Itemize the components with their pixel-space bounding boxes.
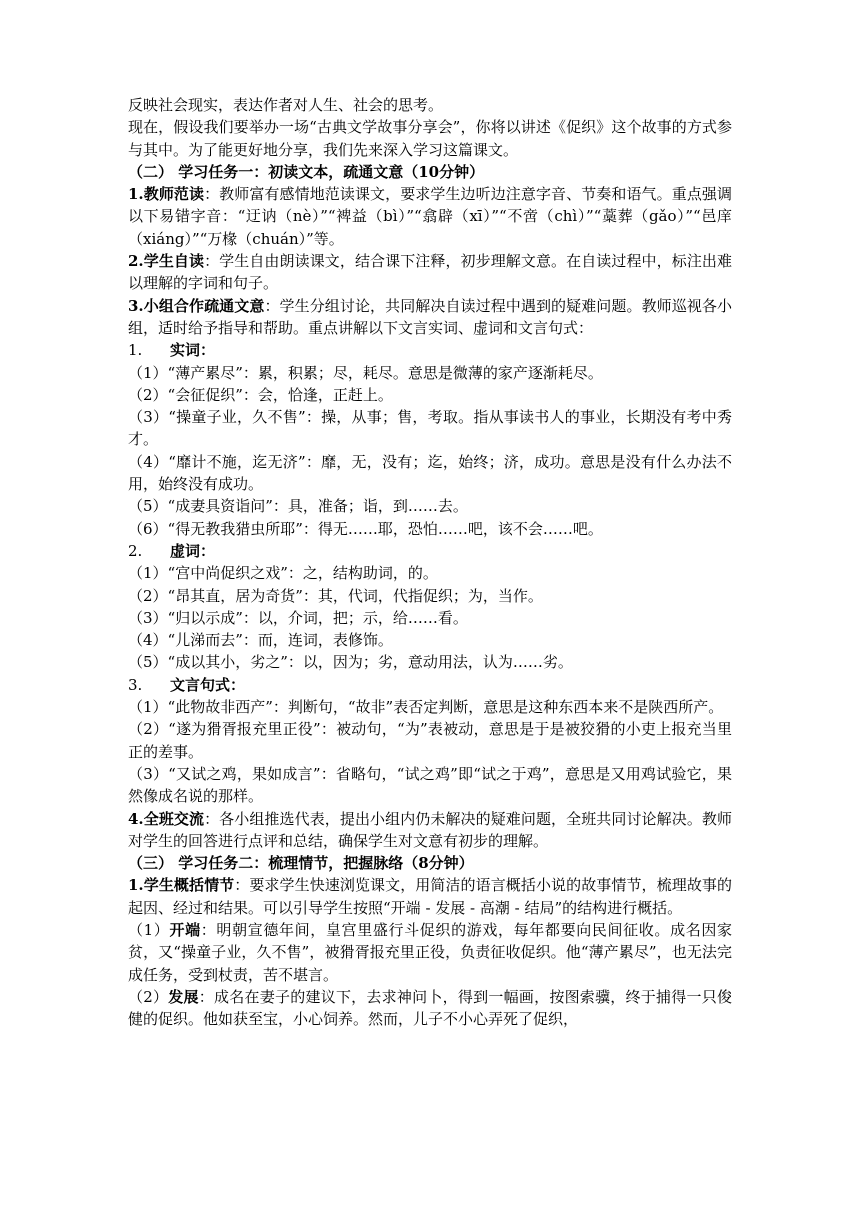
section-heading-task2: （三） 学习任务二：梳理情节，把握脉络（8分钟） bbox=[128, 854, 474, 873]
list-item: （3）“操童子业，久不售”：操，从事；售，考取。指从事读书人的事业，长期没有考中秀才。 bbox=[128, 408, 732, 449]
paragraph-label: 2.学生自读 bbox=[128, 252, 205, 271]
subheading-xuci bbox=[128, 540, 732, 562]
subheading-label: 虚词： bbox=[170, 541, 216, 560]
list-item: （3）“归以示成”：以，介词，把；示，给……看。 bbox=[128, 608, 468, 627]
list-item: （2）“昂其直，居为奇货”：其，代词，代指促织；为，当作。 bbox=[128, 586, 543, 605]
paragraph-text: ：各小组推选代表，提出小组内仍未解决的疑难问题，全班共同讨论解决。教师对学生的回答进行点评和总结，确保学生对文意有初步的理解。 bbox=[128, 809, 732, 850]
paragraph-class-discussion bbox=[128, 808, 732, 853]
list-item: （1）“薄产累尽”：累，积累；尽，耗尽。意思是微薄的家产逐渐耗尽。 bbox=[128, 363, 603, 382]
list-item: （4）“靡计不施，迄无济”：靡，无，没有；迄，始终；济，成功。意思是没有什么办法不用，始终没有成功。 bbox=[128, 452, 732, 494]
document-body bbox=[128, 94, 732, 1030]
paragraph-student-reading bbox=[128, 250, 732, 295]
section-heading-task1: （二） 学习任务一：初读文本，疏通文意（10分钟） bbox=[128, 162, 485, 181]
paragraph-label: 1.学生概括情节 bbox=[128, 876, 235, 895]
subheading-label: 文言句式： bbox=[170, 675, 246, 694]
list-number: 3. bbox=[128, 675, 143, 694]
list-item: （3）“又试之鸡，果如成言”：省略句，“试之鸡”即“试之于鸡”，意思是又用鸡试验它，果然像成名说的那样。 bbox=[128, 764, 732, 806]
list-number: 2. bbox=[128, 541, 143, 560]
paragraph-group-work bbox=[128, 295, 732, 340]
paragraph-teacher-reading bbox=[128, 183, 732, 250]
paragraph-development bbox=[128, 986, 732, 1031]
subheading-label: 实词： bbox=[170, 341, 216, 360]
paragraph-label: 1.教师范读 bbox=[128, 185, 205, 204]
list-item: （1）“宫中尚促织之戏”：之，结构助词，的。 bbox=[128, 564, 438, 583]
item-label: 发展 bbox=[168, 987, 199, 1006]
list-item: （2）“遂为猾胥报充里正役”：被动句，“为”表被动，意思是于是被狡猾的小吏上报充当里正的差事。 bbox=[128, 720, 732, 761]
item-prefix: （1） bbox=[128, 920, 170, 939]
list-item: （6）“得无教我猎虫所耶”：得无……耶，恐怕……吧，该不会……吧。 bbox=[128, 519, 603, 538]
paragraph-text: ：学生分组讨论，共同解决自读过程中遇到的疑难问题。教师巡视各小组，适时给予指导和帮助。重点讲解以下文言实词、虚词和文言句式： bbox=[128, 296, 732, 337]
list-item: （4）“儿涕而去”：而，连词，表修饰。 bbox=[128, 631, 393, 650]
subheading-juhshi bbox=[128, 674, 732, 696]
paragraph-label: 3.小组合作疏通文意 bbox=[128, 296, 265, 315]
paragraph-text: ：成名在妻子的建议下，去求神问卜，得到一幅画，按图索骥，终于捕得一只俊健的促织。他如获至宝，小心饲养。然而，儿子不小心弄死了促织， bbox=[128, 987, 732, 1029]
subheading-shici bbox=[128, 339, 732, 361]
paragraph-plot-summary bbox=[128, 874, 732, 919]
paragraph-text: ：教师富有感情地范读课文，要求学生边听边注意字音、节奏和语气。重点强调以下易错字音：“迂讷（nè）”“裨益（bì）”“翕辟（xī）”“不啻（chì）”“藁葬（gǎo）”“邑庠（xiáng）”“万椽（chuán）”等。 bbox=[128, 185, 732, 248]
paragraph: 现在，假设我们要举办一场“古典文学故事分享会”，你将以讲述《促织》这个故事的方式参与其中。为了能更好地分享，我们先来深入学习这篇课文。 bbox=[128, 118, 732, 159]
paragraph: 反映社会现实，表达作者对人生、社会的思考。 bbox=[128, 96, 444, 114]
paragraph-text: ：学生自由朗读课文，结合课下注释，初步理解文意。在自读过程中，标注出难以理解的字词和句子。 bbox=[128, 252, 732, 293]
paragraph-exposition bbox=[128, 919, 732, 986]
item-prefix: （2） bbox=[128, 987, 169, 1006]
list-item: （5）“成妻具资诣问”：具，准备；诣，到……去。 bbox=[128, 497, 468, 516]
paragraph-label: 4.全班交流 bbox=[128, 809, 205, 828]
list-item: （5）“成以其小，劣之”：以，因为；劣，意动用法，认为……劣。 bbox=[128, 653, 573, 672]
paragraph-text: ：明朝宣德年间，皇宫里盛行斗促织的游戏，每年都要向民间征收。成名因家贫，又“操童子业，久不售”，被猾胥报充里正役，负责征收促织。他“薄产累尽”，也无法完成任务，受到杖责，苦不堪言。 bbox=[128, 920, 732, 984]
list-item: （1）“此物故非西产”：判断句，“故非”表否定判断，意思是这种东西本来不是陕西所产。 bbox=[128, 698, 724, 717]
list-number: 1. bbox=[128, 341, 143, 360]
item-label: 开端 bbox=[169, 920, 201, 939]
paragraph-text: ：要求学生快速浏览课文，用简洁的语言概括小说的故事情节，梳理故事的起因、经过和结果。可以引导学生按照“开端 - 发展 - 高潮 - 结局”的结构进行概括。 bbox=[128, 876, 732, 917]
list-item: （2）“会征促织”：会，恰逢，正赶上。 bbox=[128, 385, 393, 404]
